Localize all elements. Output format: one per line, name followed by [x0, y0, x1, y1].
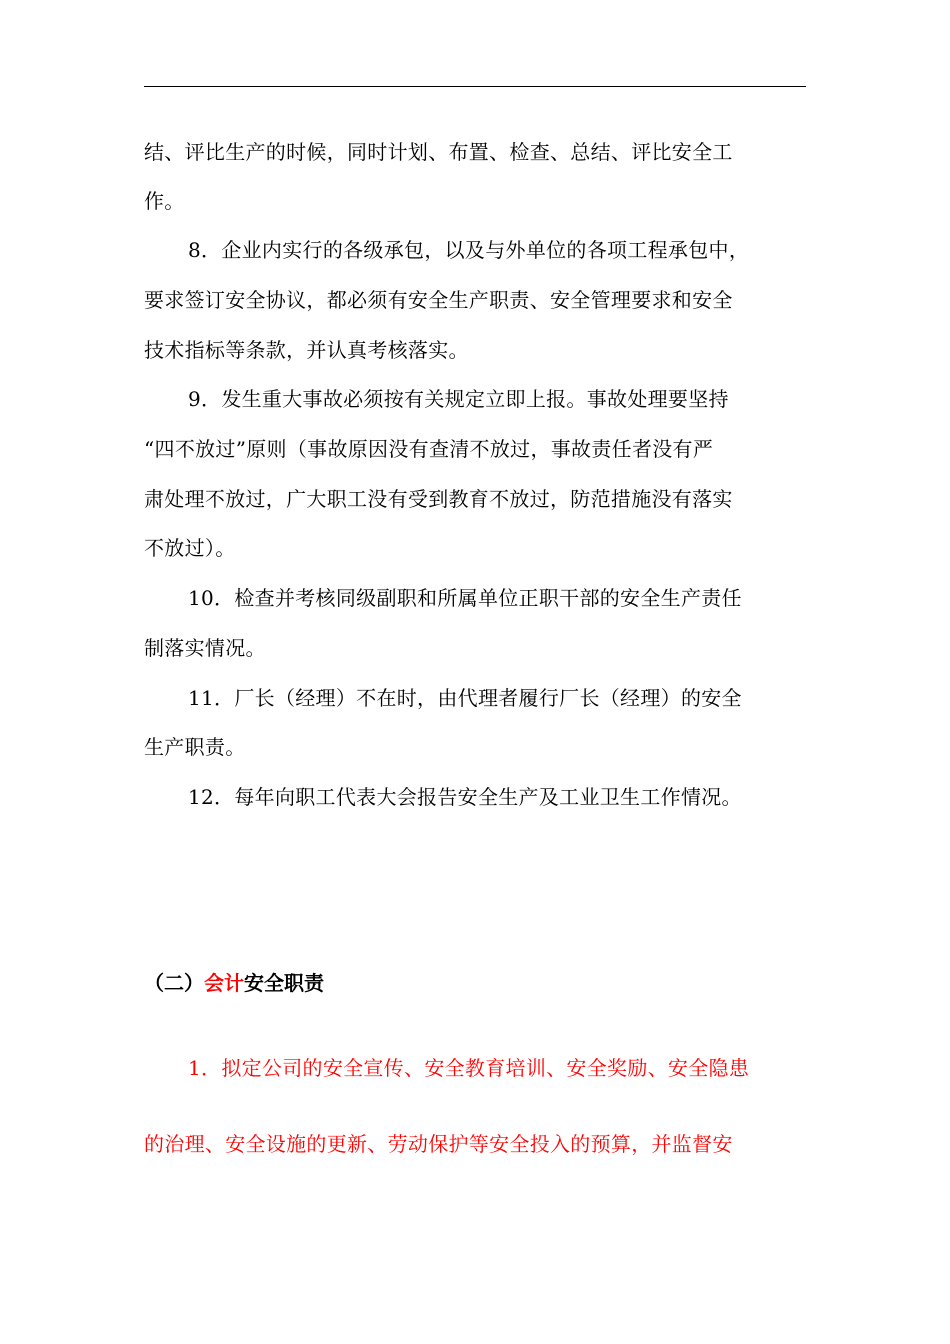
paragraph-line: 9．发生重大事故必须按有关规定立即上报。事故处理要坚持	[188, 387, 729, 411]
accounting-duty-line: 的治理、安全设施的更新、劳动保护等安全投入的预算，并监督安	[144, 1132, 733, 1156]
paragraph-line: 不放过）。	[144, 536, 236, 560]
section-heading-role: 会计	[204, 971, 244, 995]
paragraph-line: 技术指标等条款，并认真考核落实。	[144, 338, 469, 362]
paragraph-line: 制落实情况。	[144, 636, 266, 660]
paragraph-line: 12．每年向职工代表大会报告安全生产及工业卫生工作情况。	[188, 785, 742, 809]
section-heading	[144, 970, 324, 996]
paragraph-line: 结、评比生产的时候，同时计划、布置、检查、总结、评比安全工	[144, 140, 733, 164]
accounting-duty-line: 1．拟定公司的安全宣传、安全教育培训、安全奖励、安全隐患	[188, 1056, 750, 1080]
paragraph-line: 肃处理不放过，广大职工没有受到教育不放过，防范措施没有落实	[144, 487, 733, 511]
paragraph-line: 要求签订安全协议，都必须有安全生产职责、安全管理要求和安全	[144, 288, 733, 312]
paragraph-line: 作。	[144, 189, 185, 213]
paragraph-line: 10．检查并考核同级副职和所属单位正职干部的安全生产责任	[188, 586, 742, 610]
header-rule	[144, 86, 806, 87]
paragraph-line: 8．企业内实行的各级承包，以及与外单位的各项工程承包中，	[188, 238, 750, 262]
paragraph-line: 11．厂长（经理）不在时，由代理者履行厂长（经理）的安全	[188, 686, 742, 710]
paragraph-line: “四不放过”原则（事故原因没有查清不放过，事故责任者没有严	[144, 437, 714, 461]
section-heading-prefix: （二）	[144, 971, 204, 995]
section-heading-suffix: 安全职责	[244, 971, 324, 995]
paragraph-line: 生产职责。	[144, 735, 246, 759]
